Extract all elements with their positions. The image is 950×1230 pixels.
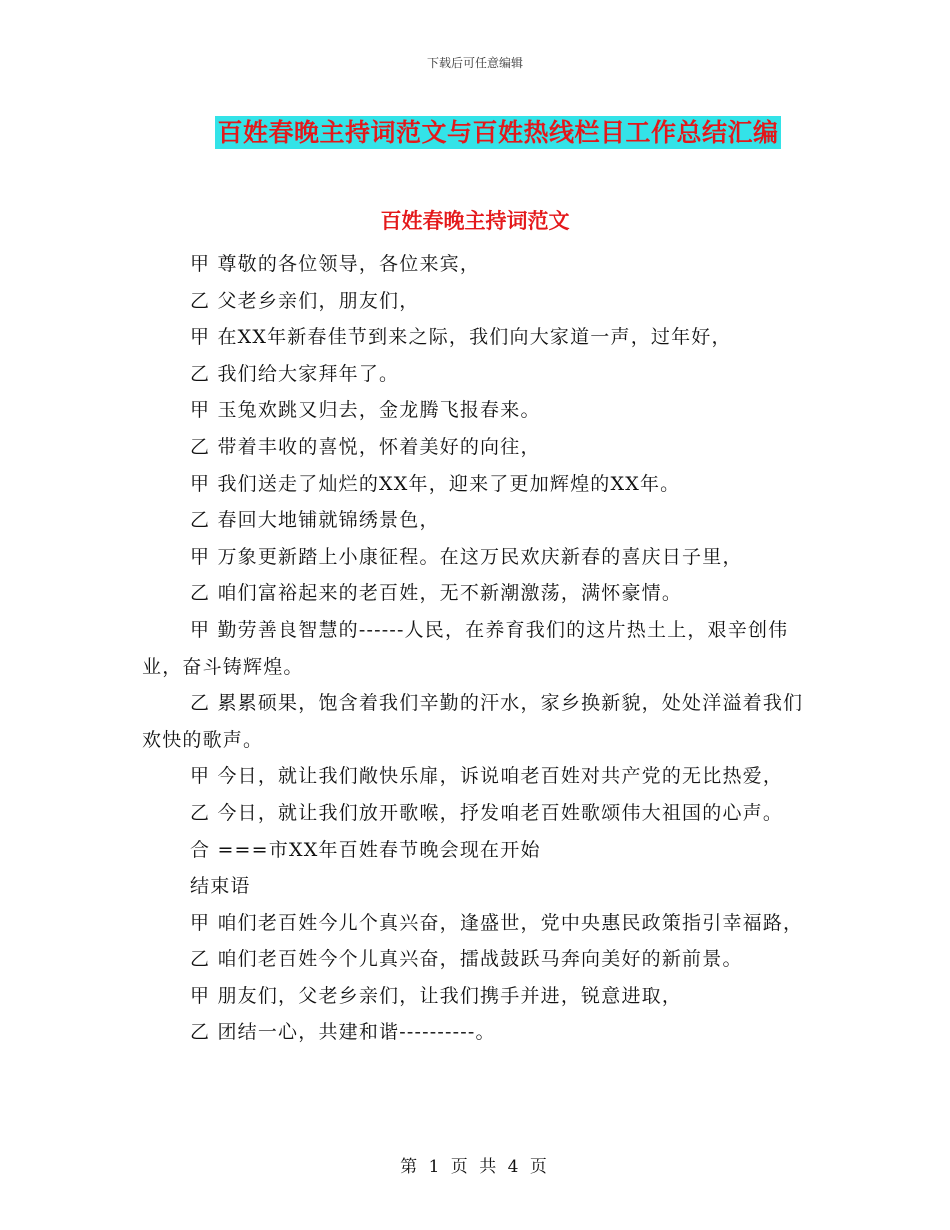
header-note: 下载后可任意编辑 [426,56,523,70]
paragraph: 乙 父老乡亲们，朋友们， [190,289,420,312]
paragraph: 乙 今日，就让我们放开歌喉，抒发咱老百姓歌颂伟大祖国的心声。 [190,801,784,824]
footer-suffix: 页 [529,1157,550,1177]
document-title-text: 百姓春晚主持词范文与百姓热线栏目工作总结汇编 [217,118,779,147]
paragraph: 乙 带着丰收的喜悦，怀着美好的向往， [190,435,541,458]
paragraph: 乙 春回大地铺就锦绣景色， [190,509,440,532]
footer-mid: 页 共 [450,1157,500,1177]
paragraph: 甲 咱们老百姓今儿个真兴奋，逢盛世，党中央惠民政策指引幸福路， [190,911,804,934]
paragraph: 乙 累累硕果，饱含着我们辛勤的汗水，家乡换新貌，处处洋溢着我们欢快的歌声。 [142,692,804,751]
paragraph: 乙 咱们老百姓今个儿真兴奋，擂战鼓跃马奔向美好的新前景。 [190,948,743,971]
paragraph: 甲 我们送走了灿烂的XX年，迎来了更加辉煌的XX年。 [190,472,681,495]
page-footer [0,1152,950,1177]
paragraph: 甲 尊敬的各位领导，各位来宾， [190,253,481,275]
section-title: 百姓春晚主持词范文 [380,208,570,233]
paragraph: 甲 玉兔欢跳又归去，金龙腾飞报春来。 [190,399,541,422]
footer-total-pages: 4 [507,1157,522,1177]
document-body [142,246,812,1051]
paragraph: 合 ===市XX年百姓春节晚会现在开始 [190,838,541,861]
paragraph: 甲 今日，就让我们敞快乐扉，诉说咱老百姓对共产党的无比热爱， [190,765,784,788]
document-title [0,113,950,149]
footer-prefix: 第 [400,1157,421,1177]
paragraph: 甲 万象更新踏上小康征程。在这万民欢庆新春的喜庆日子里， [190,545,743,568]
paragraph: 结束语 [190,875,251,898]
paragraph: 甲 勤劳善良智慧的------人民，在养育我们的这片热土上，艰辛创伟业，奋斗铸辉煌。 [142,618,789,678]
paragraph: 乙 团结一心，共建和谐----------。 [190,1021,496,1044]
paragraph: 甲 朋友们，父老乡亲们，让我们携手并进，锐意进取， [190,984,683,1007]
paragraph: 乙 咱们富裕起来的老百姓，无不新潮激荡，满怀豪情。 [190,582,683,605]
paragraph: 甲 在XX年新春佳节到来之际，我们向大家道一声，过年好， [190,326,732,349]
paragraph: 乙 我们给大家拜年了。 [190,362,400,385]
footer-page-number: 1 [428,1157,443,1177]
